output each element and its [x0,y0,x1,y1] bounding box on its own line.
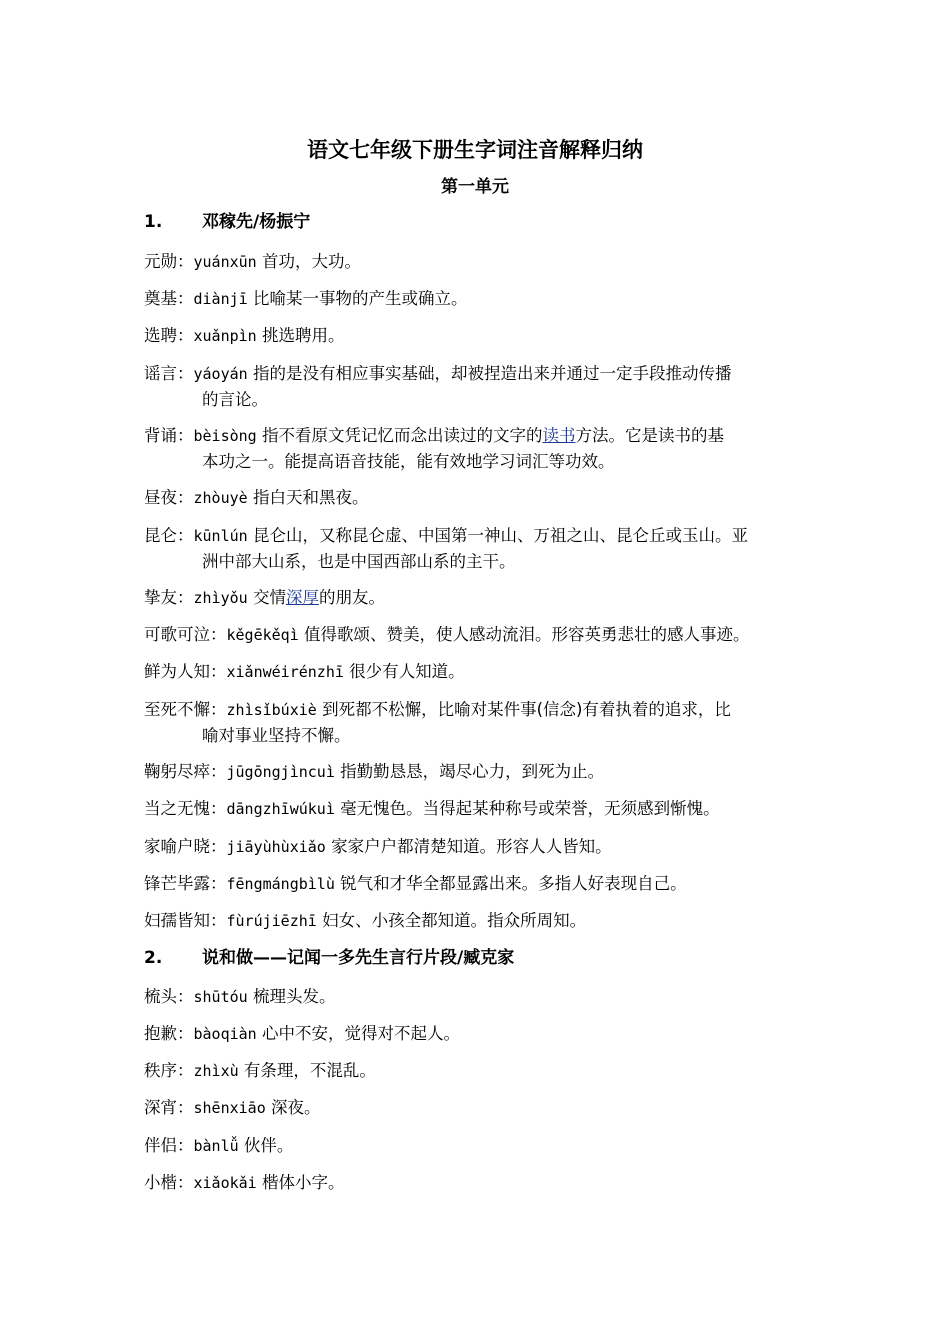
vocab-entry [144,697,810,748]
entry-definition-continued: 的言论。 [202,390,268,409]
lesson-number: 2. [144,948,163,968]
entry-pinyin: diànjī [193,290,248,308]
vocab-entry [144,585,810,611]
entry-pinyin: fēngmángbìlù [226,875,335,893]
vocab-entry [144,622,810,648]
lesson-number: 1. [144,212,163,232]
entry-term: 昆仑： [144,526,194,545]
entry-definition: 家家户户都清楚知道。形容人人皆知。 [331,837,612,856]
entry-pinyin: jiāyùhùxiǎo [226,838,326,856]
entry-term: 挚友： [144,588,194,607]
vocab-entry [144,423,810,474]
entry-definition: 比喻某一事物的产生或确立。 [252,289,468,308]
vocab-entry [144,1133,810,1159]
entry-pinyin: zhòuyè [193,489,248,507]
entry-term: 奠基： [144,289,194,308]
entry-definition: 楷体小字。 [261,1173,345,1192]
entry-term: 可歌可泣： [144,625,227,644]
vocab-entry [144,1021,810,1047]
vocab-entry [144,1170,810,1196]
entry-term: 妇孺皆知： [144,911,227,930]
vocab-entry [144,871,810,897]
entry-definition: 毫无愧色。当得起某种称号或荣誉，无须感到惭愧。 [340,799,720,818]
entry-definition: 指勤勤恳恳，竭尽心力，到死为止。 [340,762,605,781]
entry-definition-continued: 洲中部大山系，也是中国西部山系的主干。 [202,552,516,571]
entry-definition-rest: 的朋友。 [318,588,385,607]
entry-definition: 心中不安，觉得对不起人。 [261,1024,460,1043]
vocab-entry [144,908,810,934]
entry-term: 秩序： [144,1061,194,1080]
entry-pinyin: kūnlún [193,527,248,545]
entry-definition-rest: 方法。它是读书的基 [575,426,724,445]
entry-term: 鞠躬尽瘁： [144,762,227,781]
entry-pinyin: fùrújiēzhī [226,912,317,930]
entry-pinyin: zhìxù [193,1062,239,1080]
entry-term: 小楷： [144,1173,194,1192]
vocab-entry [144,984,810,1010]
entry-definition: 交情 [252,588,286,607]
entry-pinyin: zhìsǐbúxiè [226,701,317,719]
vocab-entry [144,834,810,860]
entry-pinyin: dāngzhīwúkuì [226,800,335,818]
entry-pinyin: xiǎokǎi [193,1174,257,1192]
entry-term: 昼夜： [144,488,194,507]
entry-definition-continued: 喻对事业坚持不懈。 [202,726,351,745]
entry-term: 谣言： [144,364,194,383]
vocab-entry [144,759,810,785]
hyperlink-dushu[interactable]: 读书 [542,426,576,445]
lesson-title: 邓稼先/杨振宁 [202,212,311,232]
lesson-heading [144,946,514,970]
vocab-entry [144,1058,810,1084]
entry-definition: 锐气和才华全都显露出来。多指人好表现自己。 [340,874,687,893]
entry-definition: 到死都不松懈，比喻对某件事(信念)有着执着的追求，比 [322,700,731,719]
entry-term: 元勋： [144,252,194,271]
entry-definition: 值得歌颂、赞美，使人感动流泪。形容英勇悲壮的感人事迹。 [304,625,750,644]
entry-pinyin: jūgōngjìncuì [226,763,335,781]
entry-definition: 妇女、小孩全都知道。指众所周知。 [322,911,587,930]
entry-definition: 伙伴。 [243,1136,294,1155]
entry-definition: 深夜。 [271,1098,321,1117]
entry-pinyin: yuánxūn [193,253,257,271]
vocab-entry [144,361,810,412]
lesson-title: 说和做——记闻一多先生言行片段/臧克家 [202,948,515,968]
entry-definition: 有条理，不混乱。 [243,1061,376,1080]
entry-pinyin: xuǎnpìn [193,327,257,345]
entry-definition: 挑选聘用。 [261,326,345,345]
entry-term: 深宵： [144,1098,194,1117]
entry-definition-continued: 本功之一。能提高语音技能，能有效地学习词汇等功效。 [202,452,615,471]
entry-definition: 指的是没有相应事实基础，却被捏造出来并通过一定手段推动传播 [252,364,732,383]
vocab-entry [144,523,810,574]
entry-definition: 很少有人知道。 [349,662,465,681]
vocab-entry [144,286,810,312]
entry-pinyin: zhìyǒu [193,589,248,607]
entry-term: 当之无愧： [144,799,227,818]
entry-pinyin: yáoyán [193,365,248,383]
hyperlink-shenhou[interactable]: 深厚 [285,588,319,607]
entry-pinyin: kěgēkěqì [226,626,299,644]
entry-pinyin: bànlǚ [193,1137,239,1155]
entry-term: 选聘： [144,326,194,345]
entry-pinyin: xiǎnwéirénzhī [226,663,344,681]
vocab-entry [144,485,810,511]
entry-term: 至死不懈： [144,700,227,719]
entry-term: 家喻户晓： [144,837,227,856]
vocab-entry [144,659,810,685]
entry-term: 梳头： [144,987,194,1006]
vocab-entry [144,796,810,822]
entry-definition: 昆仑山，又称昆仑虚、中国第一神山、万祖之山、昆仑丘或玉山。亚 [252,526,748,545]
entry-term: 锋芒毕露： [144,874,227,893]
entry-definition: 首功，大功。 [261,252,361,271]
unit-heading: 第一单元 [441,177,509,197]
entry-definition: 指不看原文凭记忆而念出读过的文字的 [261,426,543,445]
vocab-entry [144,1095,810,1121]
vocab-entry [144,249,810,275]
lesson-heading [144,210,310,234]
entry-term: 伴侣： [144,1136,194,1155]
vocab-entry [144,323,810,349]
entry-definition: 梳理头发。 [252,987,336,1006]
document-title: 语文七年级下册生字词注音解释归纳 [307,138,643,162]
entry-pinyin: shūtóu [193,988,248,1006]
entry-pinyin: shēnxiāo [193,1099,266,1117]
entry-term: 背诵： [144,426,194,445]
entry-term: 鲜为人知： [144,662,227,681]
entry-pinyin: bèisòng [193,427,257,445]
entry-pinyin: bàoqiàn [193,1025,257,1043]
entry-term: 抱歉： [144,1024,194,1043]
entry-definition: 指白天和黑夜。 [252,488,369,507]
